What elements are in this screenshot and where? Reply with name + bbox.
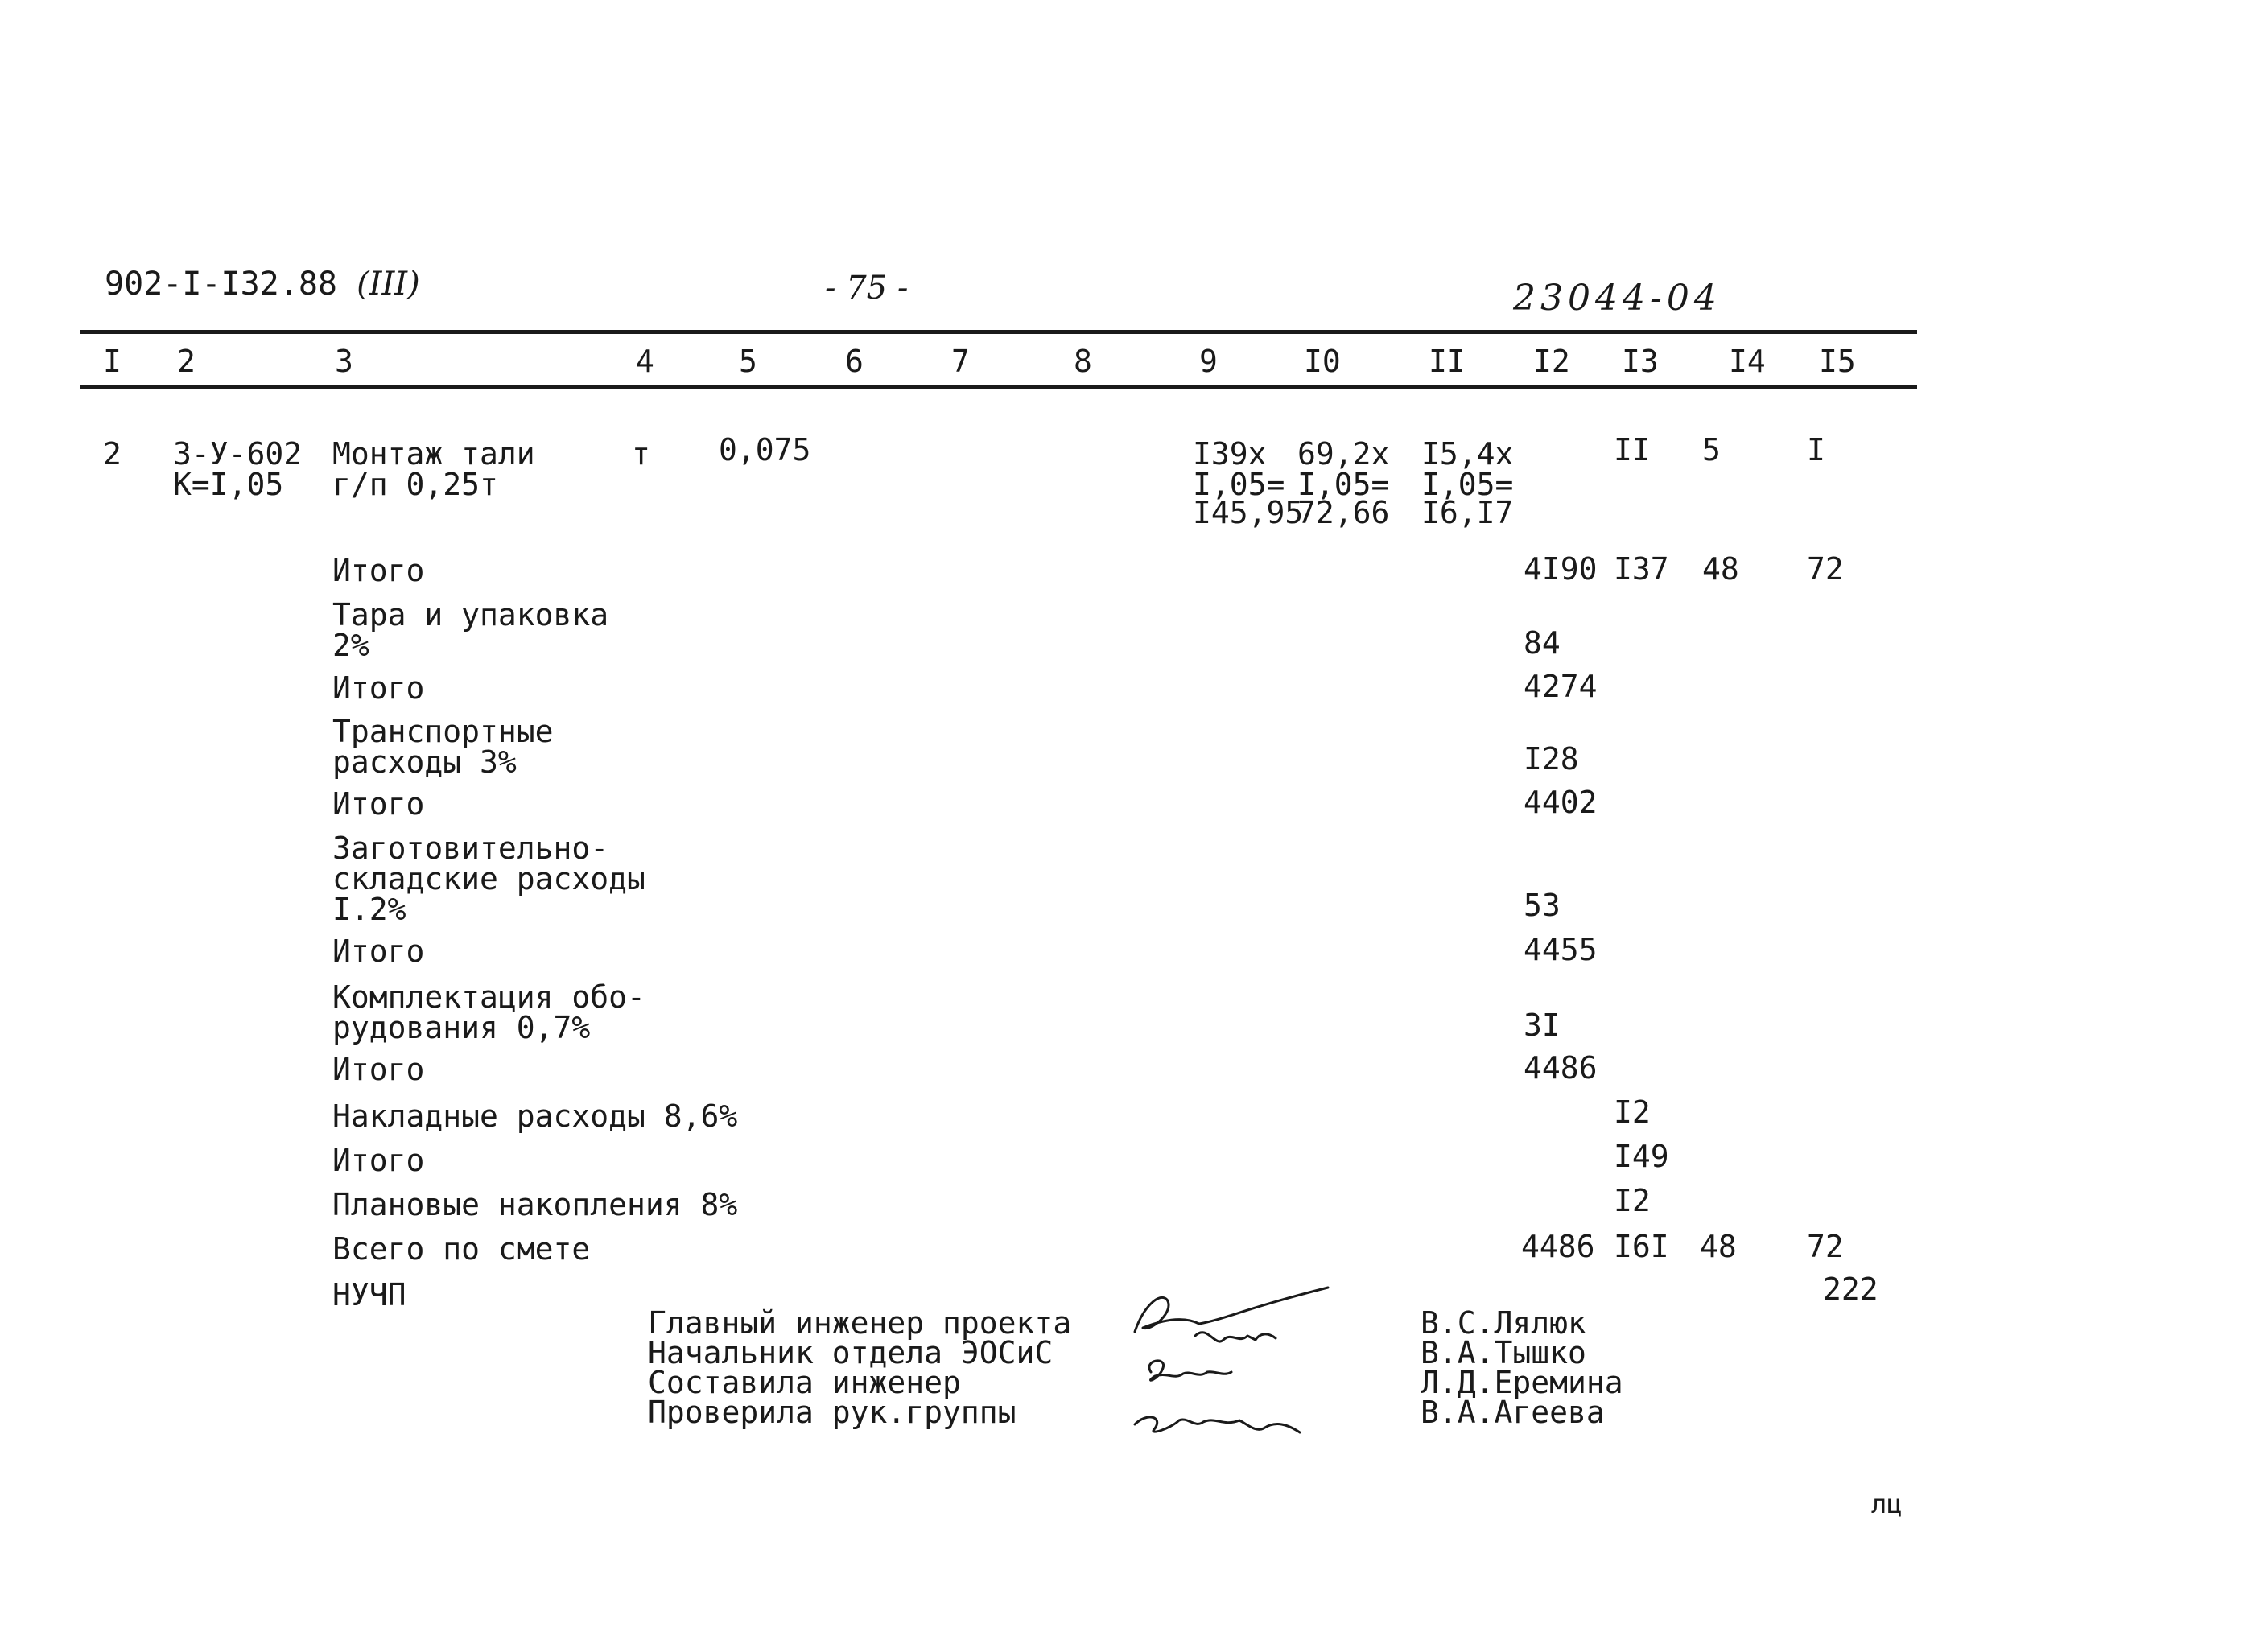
summary-label: Тара и упаковка 2% xyxy=(332,597,609,663)
signature-name: Л.Д.Еремина xyxy=(1421,1365,1623,1400)
item-coefficient: К=I,05 xyxy=(173,467,284,502)
summary-label: Итого xyxy=(332,553,425,588)
signature-title: Начальник отдела ЭОСиС xyxy=(648,1335,1054,1370)
summary-c12: 4455 xyxy=(1524,932,1598,967)
col10-line3: 72,66 xyxy=(1297,495,1390,530)
summary-c12: 84 xyxy=(1524,625,1561,661)
summary-c12: 4402 xyxy=(1524,785,1598,820)
col-header-7: 7 xyxy=(951,344,970,379)
col-header-6: 6 xyxy=(845,344,864,379)
summary-c15: 72 xyxy=(1807,1229,1844,1264)
summary-c14: 48 xyxy=(1702,551,1739,587)
summary-c13: I6I xyxy=(1614,1229,1669,1264)
summary-label: НУЧП xyxy=(332,1277,406,1313)
summary-c15: 222 xyxy=(1823,1271,1878,1307)
col-header-2: 2 xyxy=(177,344,196,379)
handwritten-signatures xyxy=(1119,1275,1344,1453)
signature-name: В.А.Агеева xyxy=(1421,1395,1605,1430)
document-code-mark: (III) xyxy=(357,266,420,303)
header-top-rule xyxy=(80,330,1917,334)
signature-name: В.С.Лялюк xyxy=(1421,1305,1586,1341)
col-header-12: I2 xyxy=(1533,344,1570,379)
col-header-9: 9 xyxy=(1199,344,1218,379)
summary-c13: I2 xyxy=(1614,1183,1651,1218)
summary-label: Итого xyxy=(332,1052,425,1087)
col-header-4: 4 xyxy=(636,344,654,379)
col-header-8: 8 xyxy=(1074,344,1092,379)
signature-1 xyxy=(1135,1288,1328,1332)
item-unit: т xyxy=(632,436,650,472)
summary-label: Комплектация обо- рудования 0,7% xyxy=(332,979,645,1045)
col11-line3: I6,I7 xyxy=(1421,495,1514,530)
summary-label: Итого xyxy=(332,933,425,969)
col11-line1: I5,4x xyxy=(1421,436,1514,472)
summary-c13: I2 xyxy=(1614,1094,1651,1130)
col13-value: II xyxy=(1614,432,1651,468)
inventory-number: 23044-04 xyxy=(1513,278,1722,319)
col14-value: 5 xyxy=(1702,432,1721,468)
col-header-3: 3 xyxy=(335,344,353,379)
signature-title: Проверила рук.группы xyxy=(648,1395,1016,1430)
item-quantity: 0,075 xyxy=(719,432,811,468)
document-code xyxy=(105,266,420,303)
summary-c12: 3I xyxy=(1524,1008,1561,1043)
col10-line2: I,05= xyxy=(1297,467,1390,502)
summary-c12: I28 xyxy=(1524,741,1579,777)
footer-mark: лц xyxy=(1871,1489,1903,1519)
header-bottom-rule xyxy=(80,385,1917,389)
item-name-line1: Монтаж тали xyxy=(332,436,535,472)
col-header-15: I5 xyxy=(1819,344,1856,379)
col11-line2: I,05= xyxy=(1421,467,1514,502)
summary-c14: 48 xyxy=(1700,1229,1737,1264)
col9-line3: I45,95 xyxy=(1193,495,1304,530)
signature-3 xyxy=(1149,1361,1231,1380)
item-number: 2 xyxy=(103,436,122,472)
col-header-11: II xyxy=(1429,344,1466,379)
signature-title: Главный инженер проекта xyxy=(648,1305,1072,1341)
col-header-1: I xyxy=(103,344,122,379)
summary-label: Заготовительно- складские расходы I.2% xyxy=(332,830,645,927)
summary-c13: I49 xyxy=(1614,1139,1669,1174)
col-header-14: I4 xyxy=(1729,344,1766,379)
summary-c12: 4486 xyxy=(1521,1229,1595,1264)
summary-c15: 72 xyxy=(1807,551,1844,587)
col15-value: I xyxy=(1807,432,1825,468)
summary-label: Транспортные расходы 3% xyxy=(332,714,554,780)
summary-c12: 4274 xyxy=(1524,669,1598,704)
item-code: 3-У-602 xyxy=(173,436,303,472)
col-header-5: 5 xyxy=(739,344,757,379)
summary-label: Итого xyxy=(332,670,425,706)
summary-c12: 4486 xyxy=(1524,1050,1598,1086)
col-header-13: I3 xyxy=(1622,344,1659,379)
signature-4 xyxy=(1135,1417,1300,1432)
item-name-line2: г/п 0,25т xyxy=(332,467,498,502)
summary-c12: 53 xyxy=(1524,888,1561,923)
col-header-10: I0 xyxy=(1304,344,1341,379)
summary-label: Плановые накопления 8% xyxy=(332,1187,738,1222)
summary-label: Накладные расходы 8,6% xyxy=(332,1098,738,1134)
col10-line1: 69,2x xyxy=(1297,436,1390,472)
summary-c13: I37 xyxy=(1614,551,1669,587)
page-number: - 75 - xyxy=(825,270,909,307)
summary-label: Всего по смете xyxy=(332,1231,591,1267)
col9-line1: I39x xyxy=(1193,436,1267,472)
signature-2 xyxy=(1195,1333,1276,1341)
summary-label: Итого xyxy=(332,786,425,822)
summary-c12: 4I90 xyxy=(1524,551,1598,587)
col9-line2: I,05= xyxy=(1193,467,1285,502)
signature-title: Составила инженер xyxy=(648,1365,961,1400)
signature-name: В.А.Тышко xyxy=(1421,1335,1586,1370)
document-code-text: 902-I-I32.88 xyxy=(105,266,337,303)
summary-label: Итого xyxy=(332,1143,425,1178)
